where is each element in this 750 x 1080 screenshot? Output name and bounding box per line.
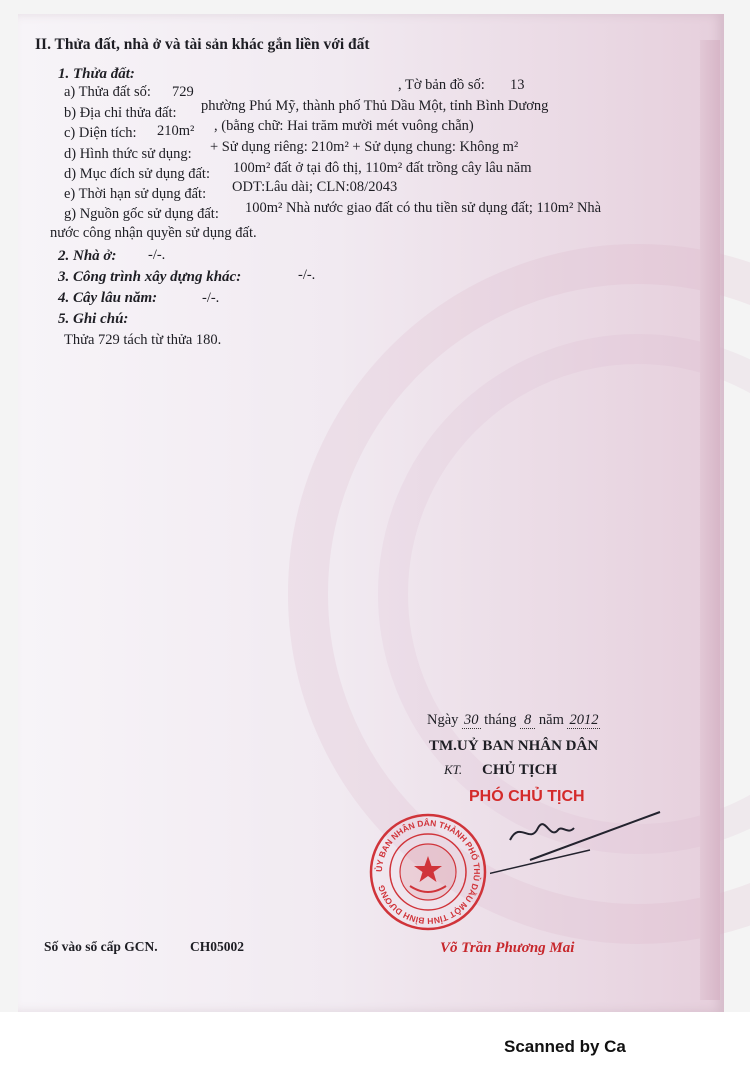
map-sheet-value: 13	[510, 77, 525, 93]
date-month-label: tháng	[484, 712, 517, 728]
area-in-words: , (bằng chữ: Hai trăm mười mét vuông chẵn)	[214, 118, 474, 134]
date-year-label: năm	[538, 712, 564, 728]
date-month: 8	[520, 712, 535, 729]
official-seal-stamp	[368, 812, 488, 932]
house-heading: 2. Nhà ở:	[58, 248, 117, 264]
land-origin-continued: nước công nhận quyền sử dụng đất.	[50, 225, 257, 241]
usage-form-value: + Sử dụng riêng: 210m² + Sử dụng chung: Không m²	[210, 139, 519, 155]
scanned-by-watermark: Scanned by Ca	[504, 1037, 626, 1056]
date-line	[427, 711, 600, 729]
date-day: 30	[464, 712, 479, 728]
issuing-organization: TM.UỶ BAN NHÂN DÂN	[429, 738, 599, 754]
registry-number-value: CH05002	[190, 939, 244, 954]
perennial-trees-heading: 4. Cây lâu năm:	[58, 290, 158, 306]
paper-edge	[700, 40, 720, 1000]
signer-name: Võ Trần Phương Mai	[440, 940, 575, 956]
construction-value: -/-.	[298, 267, 316, 283]
address-value: phường Phú Mỹ, thành phố Thủ Dầu Một, tỉnh Bình Dương	[201, 98, 549, 114]
date-year: 2012	[569, 712, 599, 728]
parcel-number-label: a) Thửa đất số:	[64, 84, 151, 100]
house-value: -/-.	[148, 247, 166, 263]
parcel-number-value: 729	[172, 84, 194, 100]
perennial-trees-value: -/-.	[202, 290, 220, 306]
land-origin-value: 100m² Nhà nước giao đất có thu tiền sử dụng đất; 110m² Nhà	[245, 200, 602, 216]
usage-term-value: ODT:Lâu dài; CLN:08/2043	[232, 179, 398, 195]
area-value: 210m²	[157, 123, 195, 139]
section-title: II. Thửa đất, nhà ở và tài sản khác gắn liền với đất	[35, 36, 370, 53]
map-sheet-label: , Tờ bản đồ số:	[398, 77, 485, 93]
area-label: c) Diện tích:	[64, 125, 137, 141]
usage-form-label: d) Hình thức sử dụng:	[64, 146, 192, 162]
usage-purpose-label: d) Mục đích sử dụng đất:	[64, 166, 210, 182]
construction-heading: 3. Công trình xây dựng khác:	[58, 269, 242, 285]
land-origin-label: g) Nguồn gốc sử dụng đất:	[64, 206, 219, 222]
address-label: b) Địa chỉ thửa đất:	[64, 105, 177, 121]
date-prefix: Ngày	[427, 712, 459, 728]
notes-value: Thửa 729 tách từ thửa 180.	[64, 332, 222, 348]
vice-chairman-title: PHÓ CHỦ TỊCH	[469, 788, 585, 805]
usage-purpose-value: 100m² đất ở tại đô thị, 110m² đất trồng cây lâu năm	[233, 160, 532, 176]
signing-initials: KT.	[444, 762, 463, 777]
scan-footer	[0, 1012, 750, 1080]
usage-term-label: e) Thời hạn sử dụng đất:	[64, 186, 207, 202]
handwritten-signature	[490, 800, 670, 890]
registry-number-label: Số vào sổ cấp GCN.	[44, 939, 158, 954]
land-heading: 1. Thửa đất:	[58, 66, 135, 82]
notes-heading: 5. Ghi chú:	[58, 311, 129, 327]
signing-role: CHỦ TỊCH	[482, 762, 558, 778]
seal-ring-text: ỦY BAN NHÂN DÂN THÀNH PHỐ THỦ DẦU MỘT TỈNH BÌNH DƯƠNG	[373, 817, 483, 927]
